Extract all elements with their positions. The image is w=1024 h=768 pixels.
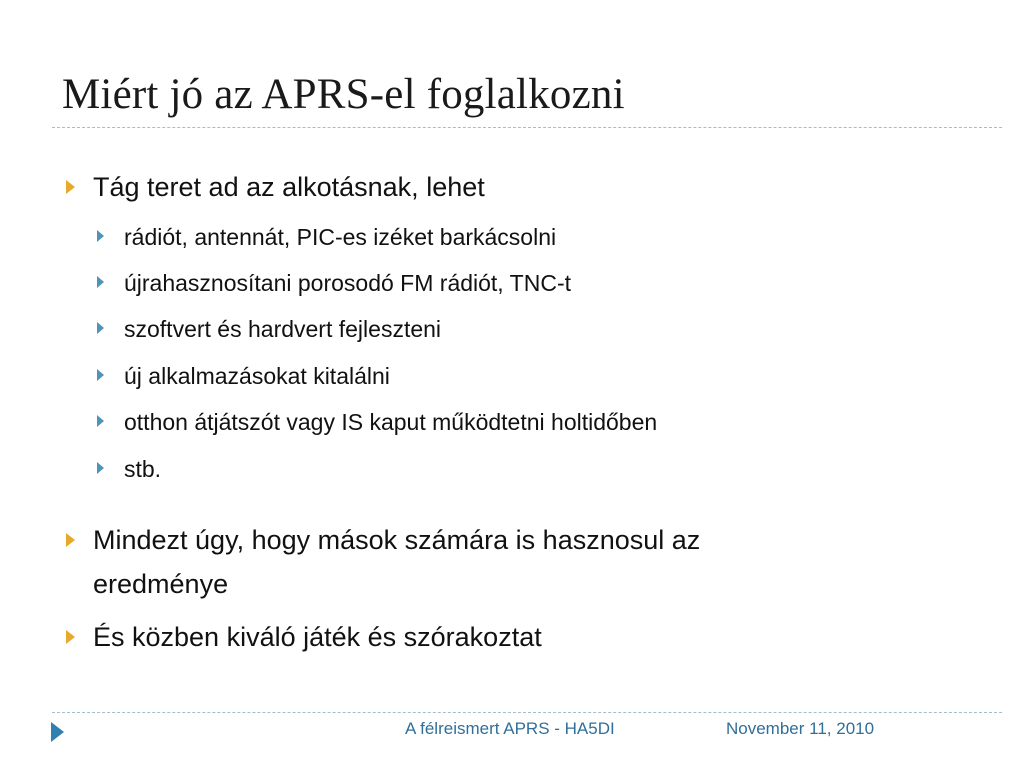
bullet-text: És közben kiváló játék és szórakoztat — [93, 622, 542, 652]
bullet-text: Tág teret ad az alkotásnak, lehet — [93, 172, 485, 202]
bullet-triangle-icon — [97, 462, 104, 474]
bullet-triangle-icon — [97, 322, 104, 334]
bullet-triangle-icon — [97, 369, 104, 381]
bullet-text: új alkalmazásokat kitalálni — [124, 363, 390, 389]
footer-divider — [52, 712, 1002, 713]
bullet-triangle-icon — [97, 276, 104, 288]
bullet-triangle-icon — [97, 230, 104, 242]
bullet-text: Mindezt úgy, hogy mások számára is hasznosul az — [93, 525, 701, 555]
bullet-triangle-icon — [97, 415, 104, 427]
bullet-text-continuation: eredménye — [93, 569, 229, 599]
bullet-text: stb. — [124, 456, 162, 482]
bullet-text: rádiót, antennát, PIC-es izéket barkácsolni — [124, 224, 557, 250]
bullet-text: újrahasznosítani porosodó FM rádiót, TNC-t — [124, 270, 571, 296]
title-divider — [52, 127, 1002, 128]
bullet-text: otthon átjátszót vagy IS kaput működtetni holtidőben — [124, 409, 658, 435]
play-arrow-icon[interactable] — [51, 722, 64, 742]
bullet-text: szoftvert és hardvert fejleszteni — [124, 316, 442, 342]
bullet-triangle-icon — [66, 630, 75, 644]
bullet-triangle-icon — [66, 180, 75, 194]
slide-title: Miért jó az APRS-el foglalkozni — [62, 71, 625, 118]
bullet-triangle-icon — [66, 533, 75, 547]
footer-date: November 11, 2010 — [726, 719, 875, 738]
footer-presentation-title: A félreismert APRS - HA5DI — [405, 719, 615, 738]
